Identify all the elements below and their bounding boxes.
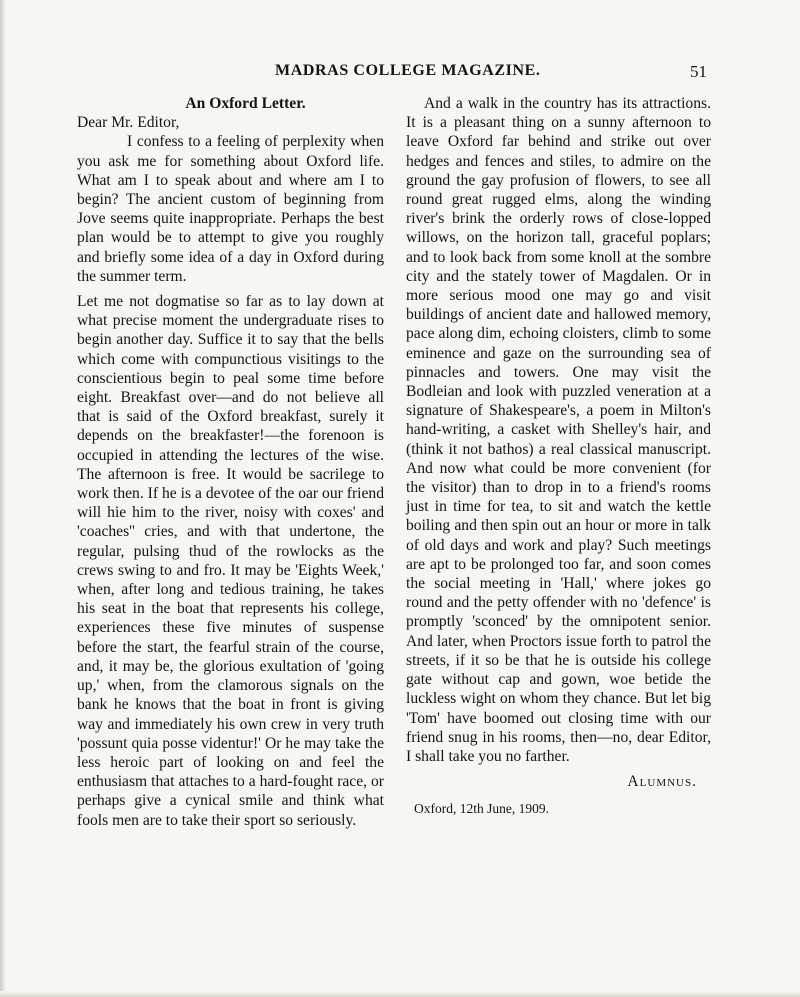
place-date: Oxford, 12th June, 1909.: [414, 801, 549, 817]
page-edge-shadow: [0, 0, 6, 997]
page-number: 51: [690, 62, 707, 81]
paragraph-3: And a walk in the country has its attractions. It is a pleasant thing on a sunny afternoon to leave Oxford far behind and strike out over hedges and fences and stiles, to admire on the ground the gay profusion of flowers, to see all round great rugged elms, along the winding river's brink the orderly rows of close-lopped willows, on the horizon tall, graceful poplars; and to look back from some knoll at the sombre city and the stately tower of Magdalen. Or in more serious mood one may go and visit buildings of ancient date and hallowed memory, pace along dim, echoing cloisters, climb to some eminence and gaze on the surrounding sea of pinnacles and towers. One may visit the Bodleian and look with puzzled veneration at a signature of Shakespeare's, a poem in Milton's hand-writing, a casket with Shelley's hair, and (think it not bathos) a real classical manuscript. And now what could be more convenient (for the visitor) than to drop in to a friend's rooms just in time for tea, to sit and watch the kettle boiling and then spin out an hour or more in talk of old days and work and play? Such meetings are apt to be prolonged too far, and soon comes the social meeting in 'Hall,' where jokes go round and the petty offender with no 'defence' is promptly 'sconced' by the omnipotent senior. And later, when Proctors issue forth to patrol the streets, if it so be that he is outside his college gate without cap and gown, woe betide the luckless wight on whom they chance. But let big 'Tom' have boomed out closing time with our friend snug in his rooms, then—no, dear Editor, I shall take you no farther.: [406, 95, 711, 765]
left-column: [77, 94, 384, 830]
page-bottom-shadow: [0, 991, 800, 997]
running-header: [0, 62, 800, 86]
article-title: An Oxford Letter.: [185, 95, 306, 112]
running-title: MADRAS COLLEGE MAGAZINE.: [275, 62, 541, 79]
author-signature: Alumnus.: [627, 773, 697, 791]
right-column: [406, 94, 711, 819]
paragraph-2: Let me not dogmatise so far as to lay down at what precise moment the undergraduate rises to begin another day. Suffice it to say that the bells which come with compunctious visitings to the conscientious begin to peal some time before eight. Breakfast over—and do not believe all that is said of the Oxford breakfast, surely it depends on the breakfaster!—the forenoon is occupied in attending the lectures of the wise. The afternoon is free. It would be sacrilege to work then. If he is a devotee of the oar our friend will hie him to the river, noisy with coxes' and 'coaches'' cries, and with that undertone, the regular, pulsing thud of the rowlocks as the crews swing to and fro. It may be 'Eights Week,' when, after long and tedious training, he takes his seat in the boat that represents his college, experiences these five minutes of suspense before the start, the fearful strain of the course, and, it may be, the glorious exultation of 'going up,' when, from the clamorous signals on the bank he knows that the boat in front is giving way and immediately his own crew in very truth 'possunt quia posse videntur!' Or he may take the less heroic part of looking on and feel the enthusiasm that attaches to a hard-fought race, or perhaps give a cynical smile and think what fools men are to take their sport so seriously.: [77, 293, 384, 829]
salutation: Dear Mr. Editor,: [77, 114, 180, 132]
paragraph-1: I confess to a feeling of perplexity when you ask me for something about Oxford life. What am I to speak about and where am I to begin? The ancient custom of beginning from Jove seems quite inappropriate. Perhaps the best plan would be to attempt to give you roughly and briefly some idea of a day in Oxford during the summer term.: [77, 133, 384, 285]
